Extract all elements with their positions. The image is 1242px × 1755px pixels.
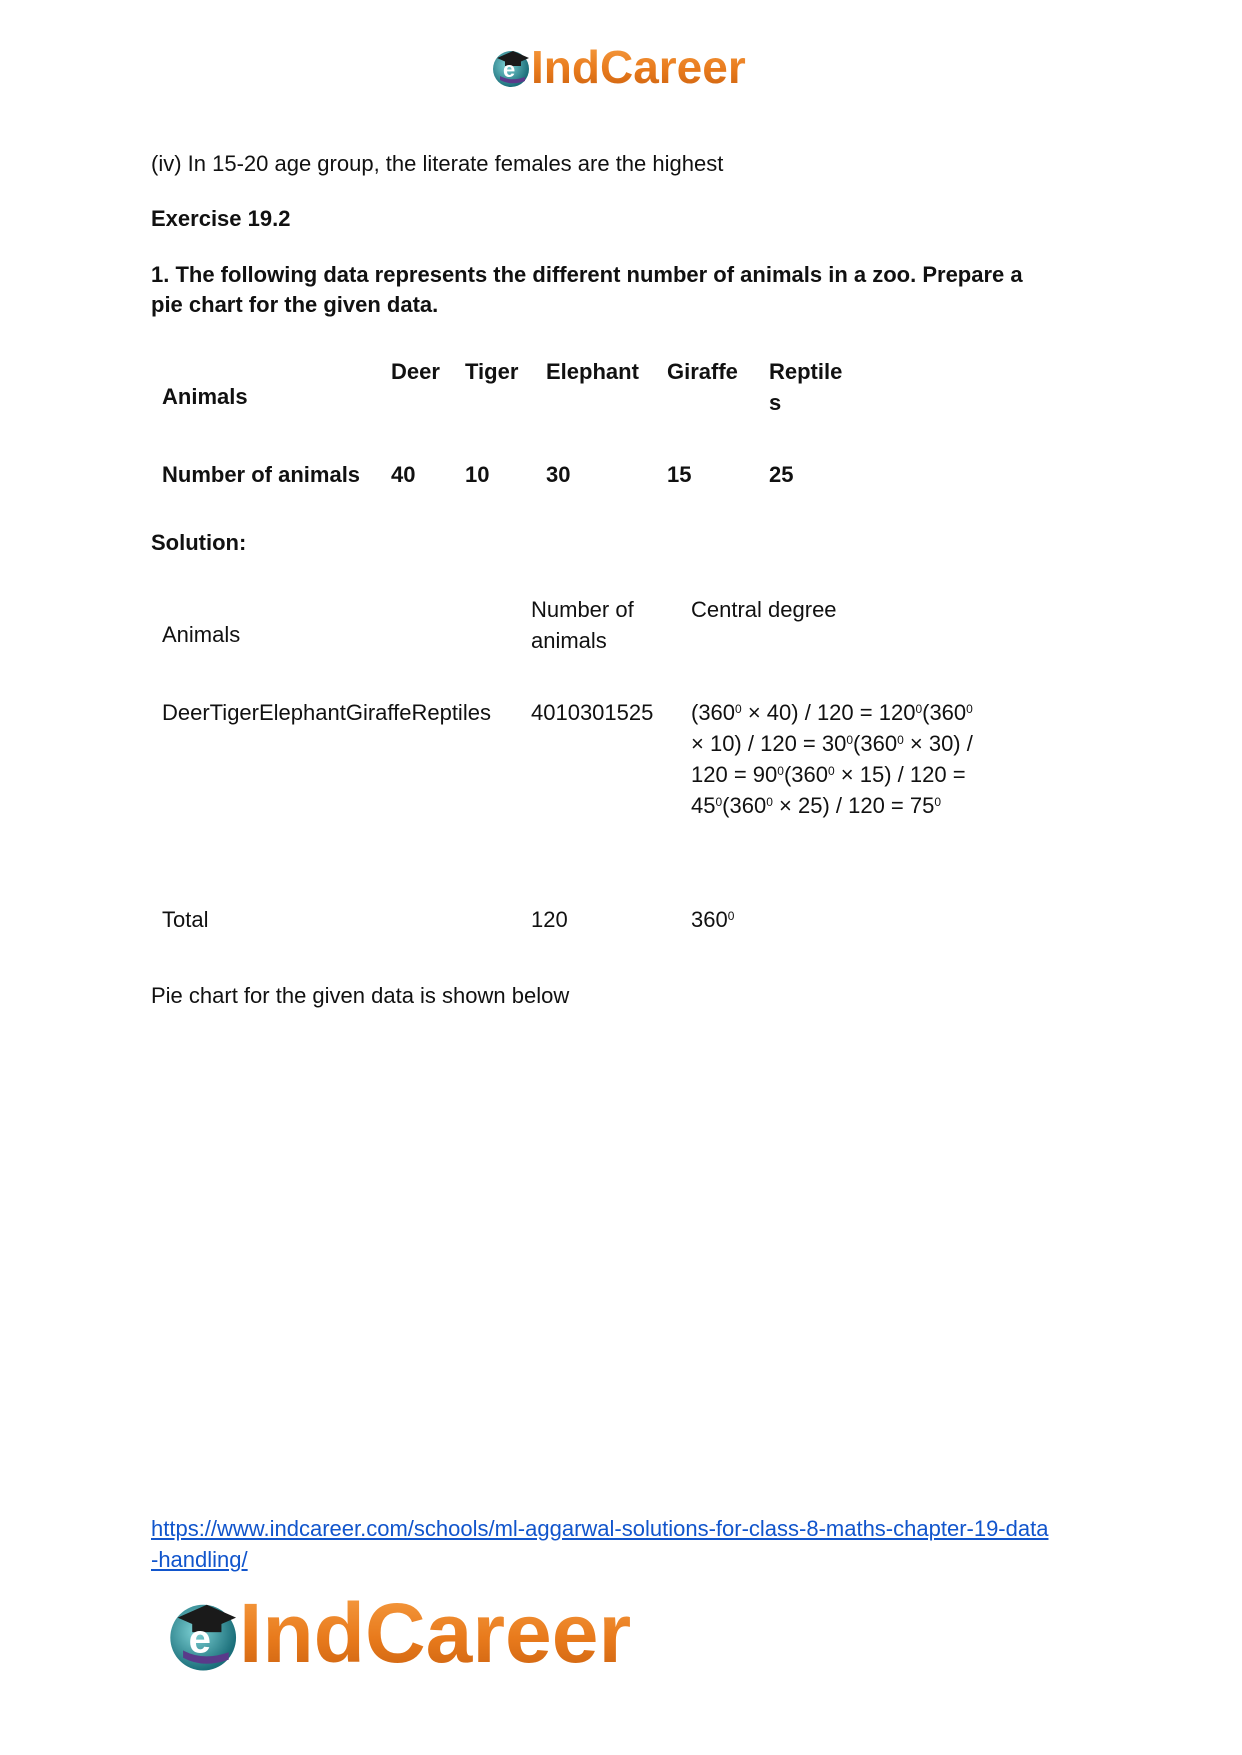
col-header-giraffe: Giraffe [667,359,738,384]
footer-link-line-2[interactable]: -handling/ [151,1547,248,1572]
degree-text: × 15) / 120 = [834,762,966,787]
value-elephant: 30 [546,462,571,487]
degree-text: (360 [722,793,767,818]
brand-name: IndCareer [239,1586,632,1680]
degree-sup: 0 [846,733,854,747]
row-header-number: Number of animals [162,462,361,487]
degree-sup: 0 [766,795,773,809]
sol-numbers-cell: 4010301525 [531,700,654,725]
degree-text: (360 [853,731,898,756]
sol-col-header-animals: Animals [162,622,241,647]
col-header-reptile: Reptile [769,359,843,384]
degree-sup: 0 [777,764,784,778]
degree-text: 45 [691,793,716,818]
footer-link-line-1[interactable]: https://www.indcareer.com/schools/ml-aggarwal-solutions-for-class-8-maths-chapter-19-data [151,1516,1049,1541]
sol-total-degree [691,904,734,935]
degree-text: × 25) / 120 = 75 [772,793,935,818]
brand-name: IndCareer [531,41,746,93]
graduation-globe-icon [489,44,535,90]
graduation-globe-icon [163,1592,247,1676]
degree-sup: 0 [934,795,942,809]
row-header-animals: Animals [162,384,248,409]
degree-text: × 10) / 120 = 30 [691,731,847,756]
degree-text: × 30) / [903,731,973,756]
footer-link[interactable] [151,1513,1101,1575]
degree-text: × 40) / 120 = 120 [741,700,916,725]
svg-text:e: e [188,1615,211,1661]
solution-label: Solution: [151,530,247,555]
degree-text: 360 [691,907,728,932]
col-header-deer: Deer [391,359,440,384]
value-reptiles: 25 [769,462,794,487]
degree-sup: 0 [915,702,923,716]
sol-col-header-number-2: animals [531,628,607,653]
intro-line: (iv) In 15-20 age group, the literate females are the highest [151,151,724,176]
sol-col-header-degree: Central degree [691,597,837,622]
col-header-elephant: Elephant [546,359,639,384]
value-deer: 40 [391,462,416,487]
svg-text:e: e [503,57,516,82]
degree-sup: 0 [897,733,904,747]
col-header-reptile-wrap: s [769,390,782,415]
degree-text: (360 [691,700,736,725]
degree-sup: 0 [727,909,735,923]
sol-col-header-number-1: Number of [531,597,634,622]
sol-total-number: 120 [531,907,568,932]
degree-sup: 0 [827,764,835,778]
question-line-1: 1. The following data represents the different number of animals in a zoo. Prepare a [151,262,1023,287]
degree-line-2 [691,728,973,759]
header-logo [489,40,746,94]
degree-text: (360 [922,700,967,725]
footer-logo [163,1585,631,1682]
degree-line-4 [691,790,941,821]
sol-total-label: Total [162,907,209,932]
sol-animals-cell: DeerTigerElephantGiraffeReptiles [162,700,491,725]
degree-sup: 0 [715,795,723,809]
degree-text: (360 [783,762,828,787]
exercise-title: Exercise 19.2 [151,206,291,231]
value-giraffe: 15 [667,462,692,487]
degree-sup: 0 [735,702,742,716]
degree-line-1 [691,697,973,728]
value-tiger: 10 [465,462,490,487]
degree-line-3 [691,759,966,790]
pie-caption: Pie chart for the given data is shown below [151,983,570,1008]
degree-sup: 0 [966,702,973,716]
degree-text: 120 = 90 [691,762,778,787]
col-header-tiger: Tiger [465,359,519,384]
question-line-2: pie chart for the given data. [151,292,439,317]
